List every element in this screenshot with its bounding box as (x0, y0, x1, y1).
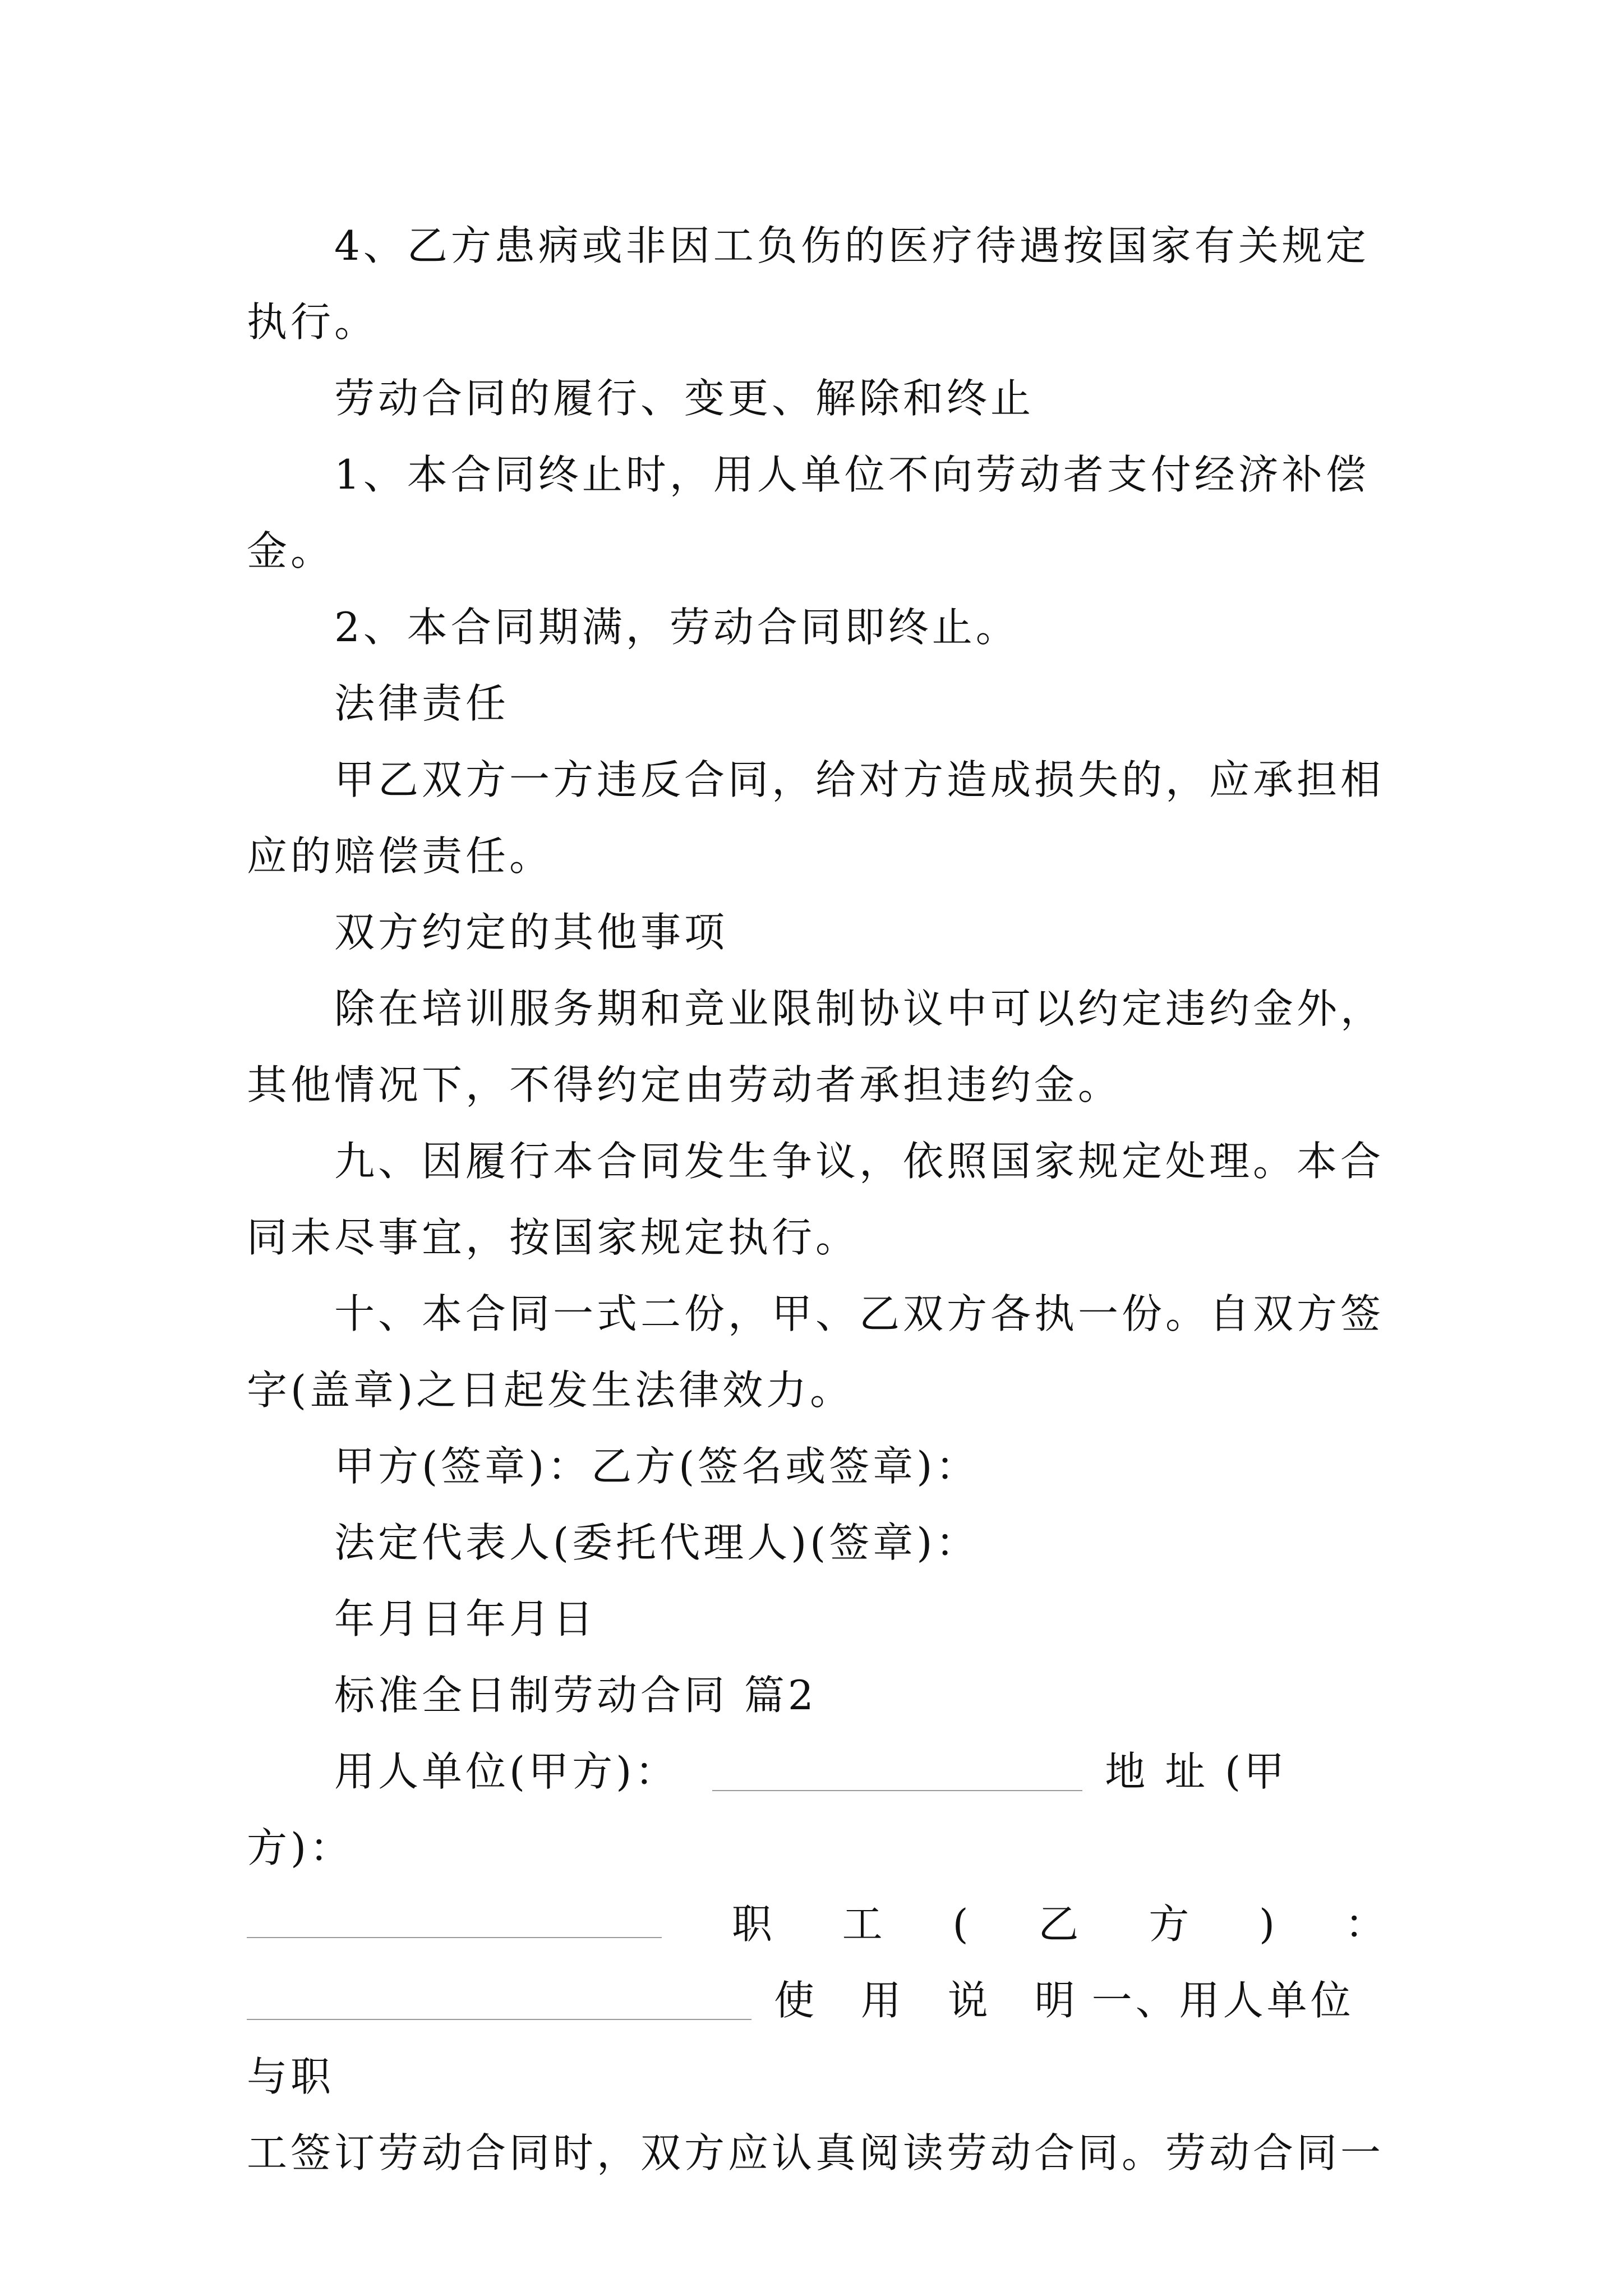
signature-party-line: 甲方(签章)：乙方(签名或签章)： (334, 1443, 980, 1490)
form-worker-line (247, 1886, 1385, 1962)
employer-blank-field[interactable] (712, 1756, 1082, 1791)
paragraph-copies-effect: 十、本合同一式二份，甲、乙双方各执一份。自双方签字(盖章)之日起发生法律效力。 (247, 1290, 1385, 1414)
paragraph-medical-treatment: 4、乙方患病或非因工负伤的医疗待遇按国家有关规定执行。 (247, 222, 1370, 346)
heading-contract-part-2: 标准全日制劳动合同 篇2 (334, 1672, 817, 1719)
paragraph-dispute-resolution: 九、因履行本合同发生争议，依照国家规定处理。本合同未尽事宜，按国家规定执行。 (247, 1138, 1385, 1261)
worker-label-char-1: 职 (731, 1901, 772, 1948)
paragraph-penalty-restriction: 除在培训服务期和竞业限制协议中可以约定违约金外，其他情况下，不得约定由劳动者承担违约金。 (247, 985, 1385, 1108)
usage-text-start: 一、用人单位与职 (247, 1977, 1354, 2100)
worker-label-char-3: ( (952, 1901, 969, 1948)
paragraph-breach-liability: 甲乙双方一方违反合同，给对方造成损失的，应承担相应的赔偿责任。 (247, 756, 1385, 880)
signature-date-line: 年月日年月日 (334, 1595, 597, 1642)
paragraph-contract-expiry: 2、本合同期满，劳动合同即终止。 (334, 604, 1020, 651)
paragraph-termination-compensation: 1、本合同终止时，用人单位不向劳动者支付经济补偿金。 (247, 451, 1370, 574)
document-body (247, 208, 1385, 2191)
worker-label-char-4: 乙 (1038, 1901, 1079, 1948)
signature-representative-line: 法定代表人(委托代理人)(签章)： (334, 1519, 980, 1566)
worker-label-char-5: 方 (1149, 1901, 1189, 1948)
usage-label: 使 用 说 明 (774, 1977, 1092, 2024)
worker-label-char-6: ) (1259, 1901, 1275, 1948)
worker-label-char-2: 工 (842, 1901, 883, 1948)
heading-legal-liability: 法律责任 (334, 680, 510, 727)
heading-contract-performance: 劳动合同的履行、变更、解除和终止 (334, 375, 1035, 422)
worker-label-char-7: ： (1344, 1901, 1385, 1948)
heading-other-matters: 双方约定的其他事项 (334, 909, 728, 956)
address-label: 地 址 (甲方)： (247, 1748, 1288, 1871)
form-employer-address-line (247, 1733, 1385, 1886)
paragraph-usage-instructions: 工签订劳动合同时，双方应认真阅读劳动合同。劳动合同一 (247, 2129, 1385, 2177)
worker-blank-field[interactable] (247, 1985, 751, 2020)
address-blank-field[interactable] (247, 1903, 662, 1938)
form-usage-line (247, 1962, 1385, 2115)
employer-label: 用人单位(甲方)： (334, 1748, 679, 1795)
